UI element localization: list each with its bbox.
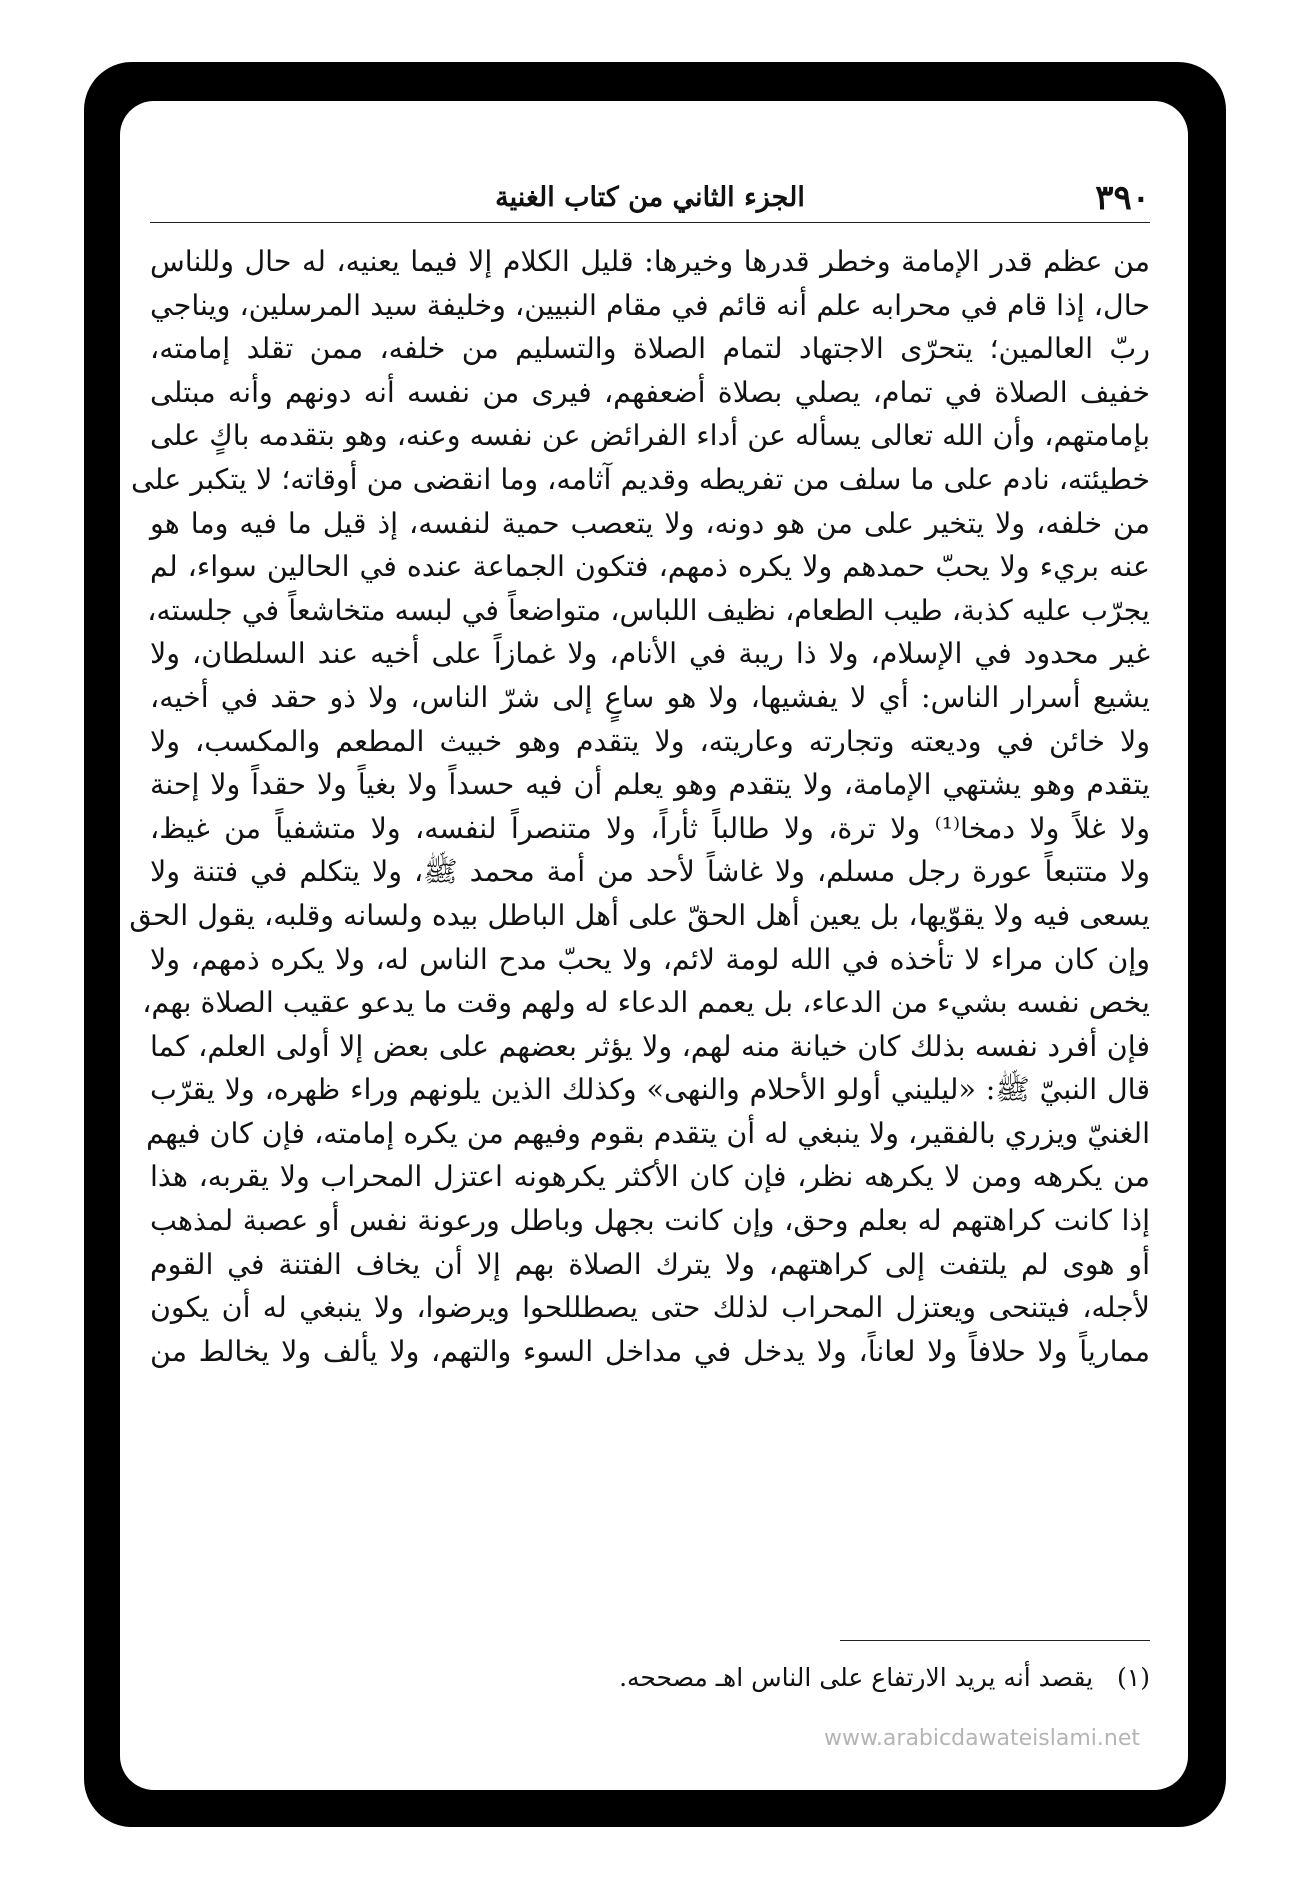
- text-line: ولا خائن في وديعته وتجارته وعاريته، ولا يتقدم وهو خبيث المطعم والمكسب، ولا: [150, 724, 1150, 758]
- text-line: عنه بريء ولا يحبّ حمدهم ولا يكره ذمهم، فتكون الجماعة عنده في الحالين سواء، لم: [150, 550, 1150, 584]
- text-line: خفيف الصلاة في تمام، يصلي بصلاة أضعفهم، فيرى من نفسه أنه دونهم وأنه مبتلى: [150, 375, 1150, 409]
- text-line: يشيع أسرار الناس: أي لا يفشيها، ولا هو ساعٍ إلى شرّ الناس، ولا ذو حقد في أخيه،: [150, 680, 1150, 714]
- text-line: من يكرهه ومن لا يكرهه نظر، فإن كان الأكثر يكرهونه اعتزل المحراب ولا يقربه، هذا: [150, 1160, 1150, 1194]
- text-line: يجرّب عليه كذبة، طيب الطعام، نظيف اللباس، متواضعاً في لبسه متخاشعاً في جلسته،: [147, 593, 1150, 627]
- text-line: فإن أفرد نفسه بذلك كان خيانة منه لهم، ولا يؤثر بعضهم على بعض إلا أولى العلم، كما: [150, 1029, 1150, 1063]
- text-line: غير محدود في الإسلام، ولا ذا ريبة في الأنام، ولا غمازاً على أخيه عند السلطان، ولا: [150, 637, 1150, 671]
- text-line: يتقدم وهو يشتهي الإمامة، ولا يتقدم وهو يعلم أن فيه حسداً ولا بغياً ولا حقداً ولا إحنة: [150, 768, 1150, 802]
- text-line: من عظم قدر الإمامة وخطر قدرها وخيرها: قليل الكلام إلا فيما يعنيه، له حال وللناس: [150, 245, 1150, 278]
- footnote-text: يقصد أنه يريد الارتفاع على الناس اهـ مصححه.: [619, 1663, 1094, 1692]
- text-line: من خلفه، ولا يتخير على من هو دونه، ولا يتعصب حمية لنفسه، إذ قيل ما فيه وما هو: [150, 506, 1150, 540]
- text-line: ولا متتبعاً عورة رجل مسلم، ولا غاشاً لأحد من أمة محمد ﷺ، ولا يتكلم في فتنة ولا: [150, 855, 1150, 889]
- footnote-marker: (١): [1117, 1663, 1150, 1692]
- header-rule: [150, 222, 1150, 223]
- body-text: [129, 240, 1150, 1373]
- text-line: بإمامتهم، وأن الله تعالى يسأله عن أداء الفرائض عن نفسه وعنه، وهو بتقدمه باكٍ على: [150, 419, 1150, 453]
- text-line: الغنيّ ويزري بالفقير، ولا ينبغي له أن يتقدم بقوم وفيهم من يكره إمامته، فإن كان فيهم: [146, 1116, 1150, 1150]
- footnote: [150, 1658, 1150, 1698]
- footnote-rule: [840, 1640, 1150, 1641]
- watermark-url: www.arabicdawateislami.net: [823, 1726, 1140, 1751]
- text-line: يسعى فيه ولا يقوّيها، بل يعين أهل الحقّ على أهل الباطل بيده ولسانه وقلبه، يقول الحق: [129, 898, 1150, 932]
- text-line: ولا غلاً ولا دمخا⁽¹⁾ ولا ترة، ولا طالباً ثأراً، ولا متنصراً لنفسه، ولا متشفياً من غيظ،: [150, 811, 1150, 845]
- text-line: حال، إذا قام في محرابه علم أنه قائم في مقام النبيين، وخليفة سيد المرسلين، ويناجي: [150, 288, 1150, 322]
- page-number: ٣٩٠: [1095, 178, 1150, 218]
- text-line: ربّ العالمين؛ يتحرّى الاجتهاد لتمام الصلاة والتسليم من خلفه، ممن تقلد إمامته،: [150, 332, 1150, 366]
- text-line: أو هوى لم يلتفت إلى كراهتهم، ولا يترك الصلاة بهم إلا أن يخاف الفتنة في القوم: [150, 1247, 1150, 1281]
- text-line: قال النبيّ ﷺ: «ليليني أولو الأحلام والنهى» وكذلك الذين يلونهم وراء ظهره، ولا يقرّب: [150, 1073, 1150, 1107]
- text-line: إذا كانت كراهتهم له بعلم وحق، وإن كانت بجهل وباطل ورعونة نفس أو عصبة لمذهب: [150, 1204, 1150, 1238]
- text-line: وإن كان مراء لا تأخذه في الله لومة لائم، ولا يحبّ مدح الناس له، ولا يكره ذمهم، ولا: [150, 942, 1150, 976]
- text-line: يخص نفسه بشيء من الدعاء، بل يعمم الدعاء له ولهم وقت ما يدعو عقيب الصلاة بهم،: [142, 986, 1150, 1020]
- page-header: [150, 178, 1150, 222]
- text-line: لأجله، فيتنحى ويعتزل المحراب لذلك حتى يصطللحوا ويرضوا، ولا ينبغي له أن يكون: [150, 1291, 1150, 1325]
- running-title: الجزء الثاني من كتاب الغنية: [495, 182, 805, 213]
- text-line: خطيئته، نادم على ما سلف من تفريطه وقديم آثامه، وما انقضى من أوقاته؛ لا يتكبر على: [131, 462, 1150, 496]
- text-line: ممارياً ولا حلافاً ولا لعاناً، ولا يدخل في مداخل السوء والتهم، ولا يألف ولا يخالط من: [150, 1334, 1150, 1368]
